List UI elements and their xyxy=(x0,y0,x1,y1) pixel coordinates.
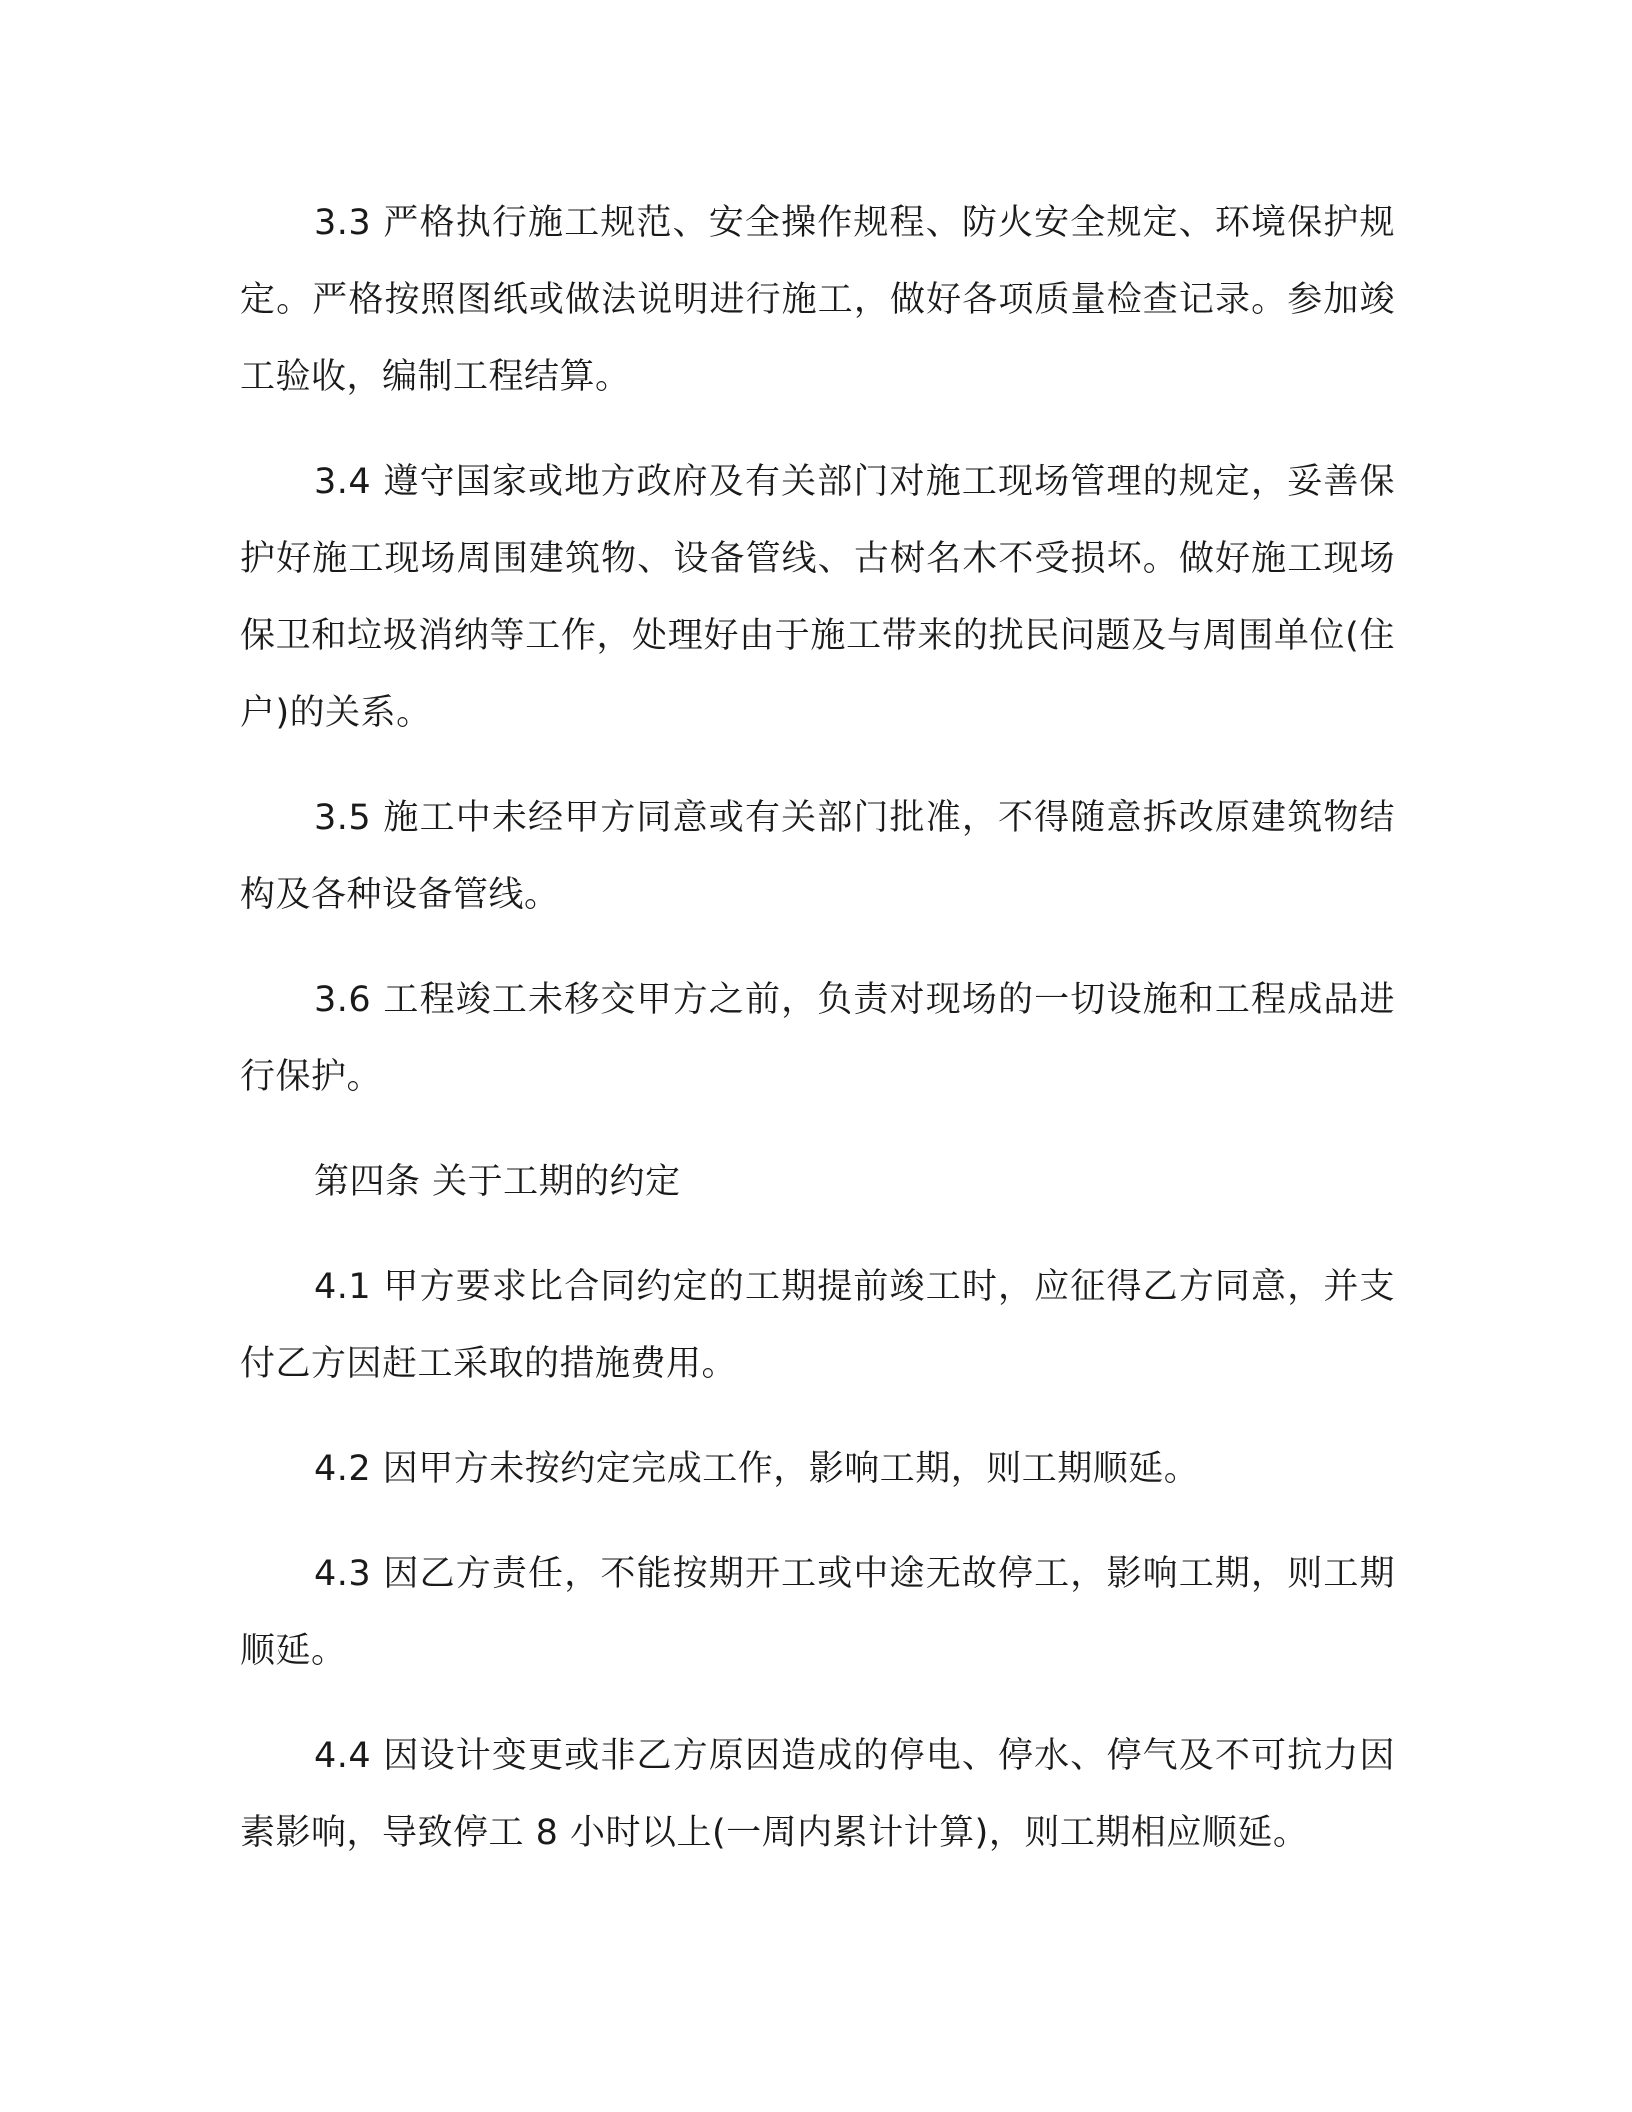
clause-4-2: 4.2 因甲方未按约定完成工作，影响工期，则工期顺延。 xyxy=(314,1449,1200,1489)
document-body xyxy=(240,185,1395,1872)
clause-3-4: 3.4 遵守国家或地方政府及有关部门对施工现场管理的规定，妥善保护好施工现场周围建筑物、设备管线、古树名木不受损坏。做好施工现场保卫和垃圾消纳等工作，处理好由于施工带来的扰民问题及与周围单位(住户)的关系。 xyxy=(240,462,1395,733)
clause-4-1: 4.1 甲方要求比合同约定的工期提前竣工时，应征得乙方同意，并支付乙方因赶工采取的措施费用。 xyxy=(240,1267,1395,1384)
clause-3-5: 3.5 施工中未经甲方同意或有关部门批准，不得随意拆改原建筑物结构及各种设备管线。 xyxy=(240,798,1395,915)
clause-3-3: 3.3 严格执行施工规范、安全操作规程、防火安全规定、环境保护规定。严格按照图纸或做法说明进行施工，做好各项质量检查记录。参加竣工验收，编制工程结算。 xyxy=(240,203,1395,397)
clause-3-6: 3.6 工程竣工未移交甲方之前，负责对现场的一切设施和工程成品进行保护。 xyxy=(240,980,1395,1097)
clause-4-3: 4.3 因乙方责任，不能按期开工或中途无故停工，影响工期，则工期顺延。 xyxy=(240,1554,1395,1671)
clause-4-4: 4.4 因设计变更或非乙方原因造成的停电、停水、停气及不可抗力因素影响，导致停工 8 小时以上(一周内累计计算)，则工期相应顺延。 xyxy=(240,1736,1395,1853)
article-4-heading: 第四条 关于工期的约定 xyxy=(314,1162,681,1202)
